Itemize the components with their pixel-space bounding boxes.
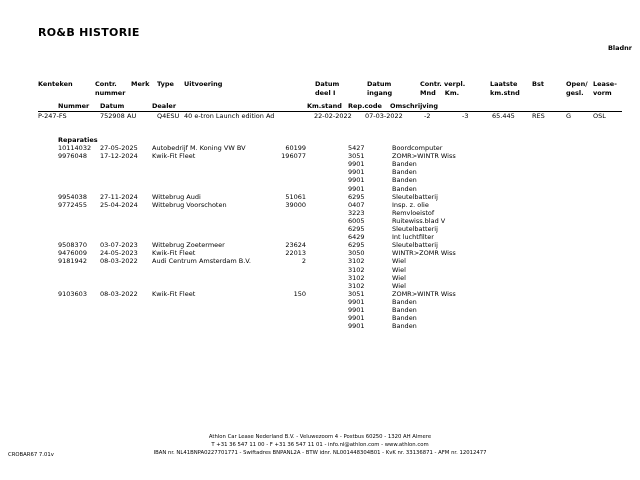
repair-kmstand: 60199 — [285, 144, 306, 152]
repair-code: 3051 — [348, 152, 365, 161]
footer-address: Athlon Car Lease Nederland B.V. - Veluwezoom 4 - Postbus 60250 - 1320 AH Almere — [208, 434, 432, 440]
repair-datum: 25-04-2024 — [100, 200, 138, 209]
repair-dealer: Kwik-Fit Fleet — [152, 152, 196, 161]
repair-nummer: 9976048 — [58, 152, 87, 161]
repair-kmstand: 22013 — [285, 249, 306, 258]
repair-code: 9901 — [348, 314, 365, 323]
col-header-uitvoering: Uitvoering — [184, 80, 223, 88]
vehicle-laatste-kmstand: 65.445 — [492, 112, 515, 120]
repair-code: 3223 — [348, 208, 365, 217]
repair-omschrijving: Boordcomputer — [392, 144, 443, 152]
repair-omschrijving: WINTR>ZOMR Wiss — [392, 249, 456, 258]
repair-code: 3102 — [348, 273, 365, 282]
repair-code: 9901 — [348, 176, 365, 185]
col-header-nummer: Nummer — [58, 102, 90, 110]
repair-code: 0407 — [348, 200, 365, 209]
col-header-datum-deel: Datum deel I — [315, 80, 340, 97]
repair-code: 9901 — [348, 160, 365, 169]
repair-nummer: 9103603 — [58, 289, 87, 298]
col-header-kenteken: Kenteken — [38, 80, 73, 88]
repair-omschrijving: Remvloeistof — [392, 208, 435, 217]
repair-dealer: Kwik-Fit Fleet — [152, 289, 196, 298]
repair-dealer: Audi Centrum Amsterdam B.V. — [152, 257, 251, 266]
repair-kmstand: 23624 — [285, 241, 306, 250]
repair-dealer: Wittebrug Zoetermeer — [152, 241, 225, 250]
repair-omschrijving: Banden — [392, 168, 417, 177]
col-header-omschrijving: Omschrijving — [390, 102, 439, 110]
col-header-contr-verpl: Contr. verpl. Mnd Km. — [420, 80, 466, 97]
repair-code: 3050 — [348, 249, 365, 258]
col-header-laatste-kmstand: Laatste km.stnd — [490, 80, 520, 97]
repair-datum: 27-05-2025 — [100, 144, 138, 152]
repair-omschrijving: Int luchtfilter — [392, 233, 434, 242]
repair-code: 9901 — [348, 322, 365, 331]
repair-datum: 03-07-2023 — [100, 241, 138, 250]
vehicle-open: G — [566, 112, 572, 120]
repair-omschrijving: Wiel — [392, 273, 406, 282]
repair-code: 6429 — [348, 233, 365, 242]
repair-nummer: 9476009 — [58, 249, 87, 258]
col-header-type: Type — [157, 80, 174, 88]
col-header-lease: Lease- vorm — [593, 80, 617, 97]
repair-omschrijving: Wiel — [392, 265, 406, 274]
repair-nummer: 10114032 — [58, 144, 92, 152]
footer-contact: T +31 36 547 11 00 - F +31 36 547 11 01 - info.nl@athlon.com - www.athlon.com — [211, 442, 429, 448]
repair-datum: 27-11-2024 — [100, 192, 138, 201]
repair-code: 3102 — [348, 257, 365, 266]
vehicle-datum-ingang: 07-03-2022 — [365, 112, 403, 120]
repair-omschrijving: Sleutelbatterij — [392, 225, 438, 233]
repair-code: 9901 — [348, 168, 365, 177]
vehicle-kenteken: P-247-FS — [38, 112, 67, 120]
col-header-dealer: Dealer — [152, 102, 177, 110]
section-label-reparaties: Reparaties — [58, 136, 98, 144]
vehicle-km: -3 — [462, 112, 469, 120]
repair-omschrijving: Banden — [392, 314, 417, 323]
vehicle-type: Q4ESU — [157, 112, 180, 120]
repair-code: 3051 — [348, 289, 365, 298]
repair-code: 9901 — [348, 306, 365, 314]
repair-code: 5427 — [348, 144, 365, 152]
vehicle-datum-deel: 22-02-2022 — [314, 112, 352, 120]
repair-omschrijving: ZOMR>WINTR Wiss — [392, 152, 456, 161]
vehicle-bst: RES — [532, 112, 545, 120]
repair-omschrijving: Banden — [392, 184, 417, 193]
repair-datum: 17-12-2024 — [100, 152, 138, 161]
repair-code: 6295 — [348, 241, 365, 250]
repair-omschrijving: Ruitewiss.blad V — [392, 216, 446, 225]
repair-omschrijving: Insp. z. olie — [392, 200, 429, 209]
repair-kmstand: 196077 — [281, 152, 306, 161]
repair-datum: 08-03-2022 — [100, 257, 138, 266]
repair-dealer: Kwik-Fit Fleet — [152, 249, 196, 258]
repair-dealer: Autobedrijf M. Koning VW BV — [152, 144, 246, 152]
col-header-repcode: Rep.code — [348, 102, 382, 110]
page-title: RO&B HISTORIE — [38, 26, 140, 39]
repair-nummer: 9181942 — [58, 257, 87, 266]
repair-datum: 24-05-2023 — [100, 249, 138, 258]
repair-kmstand: 150 — [293, 289, 306, 298]
form-code: CROBAR67 7.01v — [8, 452, 54, 458]
repair-omschrijving: Sleutelbatterij — [392, 192, 438, 201]
vehicle-merk: AU — [127, 112, 137, 120]
repair-kmstand: 39000 — [285, 200, 306, 209]
repair-dealer: Wittebrug Audi — [152, 192, 201, 201]
repair-code: 9901 — [348, 297, 365, 306]
repair-omschrijving: Banden — [392, 306, 417, 314]
repair-nummer: 9772455 — [58, 200, 87, 209]
repair-omschrijving: Banden — [392, 176, 417, 185]
repair-dealer: Wittebrug Voorschoten — [152, 200, 227, 209]
col-header-open: Open/ gesl. — [566, 80, 588, 97]
vehicle-lease: OSL — [593, 112, 606, 120]
repair-omschrijving: Wiel — [392, 257, 406, 266]
repair-omschrijving: Wiel — [392, 281, 406, 290]
vehicle-mnd: -2 — [424, 112, 431, 120]
col-header-kmstand: Km.stand — [307, 102, 342, 110]
repair-kmstand: 2 — [301, 257, 306, 266]
repair-kmstand: 51061 — [285, 192, 306, 201]
col-header-bst: Bst — [532, 80, 544, 88]
repair-code: 9901 — [348, 184, 365, 193]
vehicle-uitvoering: 40 e-tron Launch edition Ad — [184, 112, 275, 120]
col-header-merk: Merk — [131, 80, 150, 88]
repair-omschrijving: Banden — [392, 322, 417, 331]
vehicle-contract: 752908 — [100, 112, 125, 120]
repair-datum: 08-03-2022 — [100, 289, 138, 298]
repair-omschrijving: ZOMR>WINTR Wiss — [392, 289, 456, 298]
page-number-label: Bladnr — [607, 44, 632, 52]
repair-nummer: 9954038 — [58, 192, 87, 201]
footer-registration: IBAN nr. NL41BNPA0227701771 - Swiftadres BNPANL2A - BTW idnr. NL001448304B01 - KvK nr. 33136871 - AFM nr. 12012477 — [153, 450, 487, 456]
repair-omschrijving: Banden — [392, 297, 417, 306]
repair-code: 6295 — [348, 225, 365, 233]
repair-code: 6005 — [348, 216, 365, 225]
repair-code: 3102 — [348, 265, 365, 274]
col-header-datum: Datum — [100, 102, 125, 110]
repair-omschrijving: Sleutelbatterij — [392, 241, 438, 250]
repair-omschrijving: Banden — [392, 160, 417, 169]
repair-code: 3102 — [348, 281, 365, 290]
repair-code: 6295 — [348, 192, 365, 201]
repair-nummer: 9508370 — [58, 241, 87, 250]
col-header-datum-ingang: Datum ingang — [367, 80, 393, 97]
col-header-contract: Contr. nummer — [95, 80, 126, 97]
